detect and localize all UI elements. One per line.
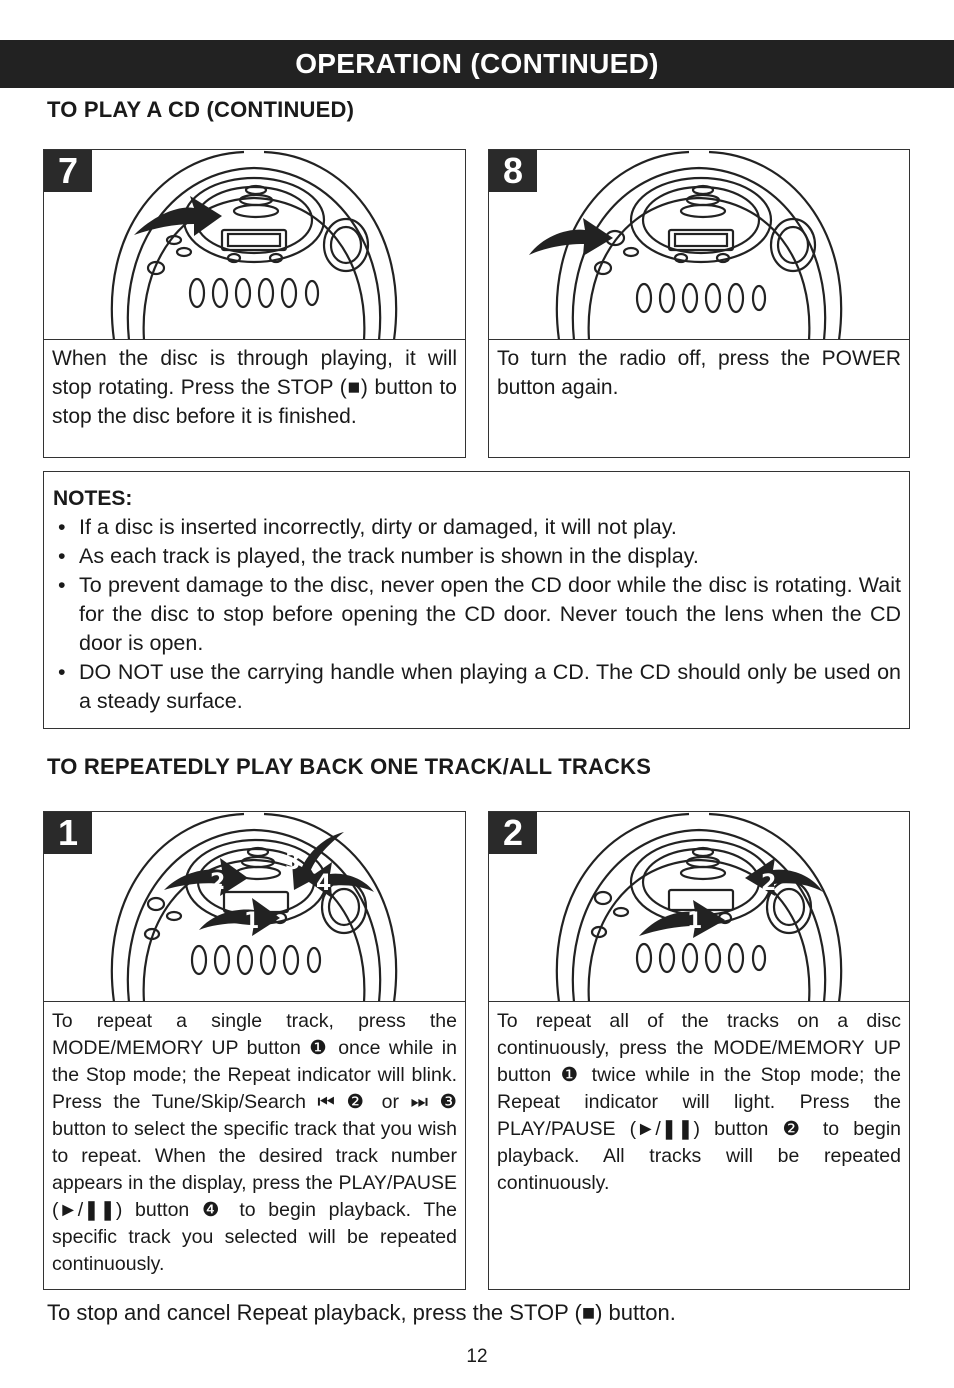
list-item: • If a disc is inserted incorrectly, dirty or damaged, it will not play. <box>53 513 901 542</box>
cd-player-icon <box>44 150 465 340</box>
page-number: 12 <box>466 1346 488 1367</box>
callout-number: 1 <box>244 909 260 934</box>
cd-player-icon <box>489 150 909 340</box>
step-number-badge: 1 <box>44 812 92 854</box>
step-8-text: To turn the radio off, press the POWER button again. <box>497 347 901 399</box>
list-item: • As each track is played, the track number is shown in the display. <box>53 542 901 571</box>
list-item: • DO NOT use the carrying handle when playing a CD. The CD should only be used on a steady surface. <box>53 658 901 716</box>
step-7-panel <box>43 149 466 458</box>
callout-number: 2 <box>210 870 226 895</box>
section-title-repeat: TO REPEATEDLY PLAY BACK ONE TRACK/ALL TRACKS <box>47 754 652 779</box>
repeat-step-2-panel <box>488 811 910 1290</box>
step-7-illustration <box>44 150 465 340</box>
page-header: OPERATION (CONTINUED) <box>0 40 954 88</box>
callout-number: 4 <box>316 871 332 896</box>
repeat-step-1-illustration <box>44 812 465 1002</box>
section-title-play-cd: TO PLAY A CD (CONTINUED) <box>47 97 355 122</box>
step-8-panel <box>488 149 910 458</box>
repeat-step-2-text: To repeat all of the tracks on a disc continuously, press the MODE/MEMORY UP button ❶ twice while in the Stop mode; the Repeat indicator will light. Press the PLAY/PAUSE (►/❚❚) button ❷ to begin playback. All tracks will be repeated continuously. <box>497 1010 901 1194</box>
step-number-badge: 2 <box>489 812 537 854</box>
notes-title: NOTES: <box>53 487 133 510</box>
repeat-step-1-panel <box>43 811 466 1290</box>
cd-player-icon <box>489 812 909 1002</box>
callout-number: 2 <box>761 871 777 896</box>
arrow-icon <box>639 900 725 938</box>
list-item: • To prevent damage to the disc, never open the CD door while the disc is rotating. Wait for the disc to stop before opening the CD door. Never touch the lens when the CD door is open. <box>53 571 901 658</box>
step-number-badge: 8 <box>489 150 537 192</box>
notes-box <box>43 471 910 729</box>
step-number-badge: 7 <box>44 150 92 192</box>
repeat-step-2-illustration <box>489 812 909 1002</box>
cd-player-icon <box>44 812 465 1002</box>
step-8-illustration <box>489 150 909 340</box>
callout-number: 1 <box>687 909 703 934</box>
step-7-text: When the disc is through playing, it will stop rotating. Press the STOP (■) button to stop the disc before it is finished. <box>52 347 457 428</box>
footer-text: To stop and cancel Repeat playback, press the STOP (■) button. <box>47 1300 676 1325</box>
repeat-step-1-text: To repeat a single track, press the MODE/MEMORY UP button ❶ once while in the Stop mode; the Repeat indicator will blink. Press the Tune/Skip/Search ⏮ ❷ or ⏭ ❸ button to select the specific track that you wish to repeat. When the desired track number appears in the display, press the PLAY/PAUSE (►/❚❚) button ❹ to begin playback. The specific track you selected will be repeated continuously. <box>52 1010 457 1275</box>
notes-list <box>53 513 901 716</box>
callout-number: 3 <box>285 850 301 875</box>
